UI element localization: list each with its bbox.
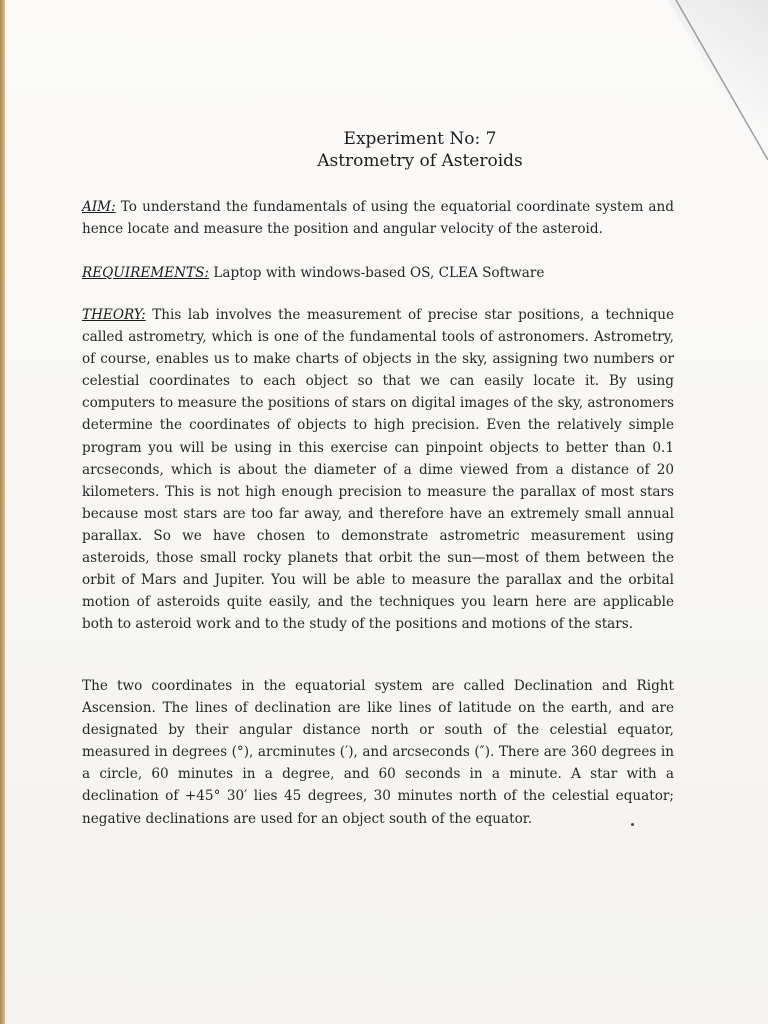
aim-text: To understand the fundamentals of using the equatorial coordinate system and hence locate and measure the position and angular velocity of the asteroid. — [82, 199, 674, 238]
requirements-label: REQUIREMENTS: — [82, 265, 209, 281]
theory-section — [82, 304, 674, 635]
requirements-text: Laptop with windows-based OS, CLEA Software — [213, 265, 545, 281]
page-title: Experiment No: 7 — [343, 129, 497, 149]
coordinates-paragraph: The two coordinates in the equatorial system are called Declination and Right Ascension. The lines of declination are like lines of latitude on the earth, and are designated by their angular distance north or south of the celestial equator, measured in degrees (°), arcminutes (′), and arcseconds (″). There are 360 degrees in a circle, 60 minutes in a degree, and 60 seconds in a minute. A star with a declination of +45° 30′ lies 45 degrees, 30 minutes north of the celestial equator; negative declinations are used for an object south of the equator. — [82, 678, 674, 827]
page-subtitle: Astrometry of Asteroids — [317, 151, 523, 171]
aim-section — [82, 196, 674, 240]
requirements-section — [82, 262, 674, 284]
theory-text: This lab involves the measurement of precise star positions, a technique called astrometry, which is one of the fundamental tools of astronomers. Astrometry, of course, enables us to make charts of objects in the sky, assigning two numbers or celestial coordinates to each object so that we can easily locate it. By using computers to measure the positions of stars on digital images of the sky, astronomers determine the coordinates of objects to high precision. Even the relatively simple program you will be using in this exercise can pinpoint objects to better than 0.1 arcseconds, which is about the diameter of a dime viewed from a distance of 20 kilometers. This is not high enough precision to measure the parallax of most stars because most stars are too far away, and therefore have an extremely small annual parallax. So we have chosen to demonstrate astrometric measurement using asteroids, those small rocky planets that orbit the sun—most of them between the orbit of Mars and Jupiter. You will be able to measure the parallax and the orbital motion of asteroids quite easily, and the techniques you learn here are applicable both to asteroid work and to the study of the positions and motions of the stars. — [82, 307, 674, 633]
ink-speck — [631, 823, 634, 826]
theory-label: THEORY: — [82, 307, 146, 323]
aim-label: AIM: — [82, 199, 116, 215]
